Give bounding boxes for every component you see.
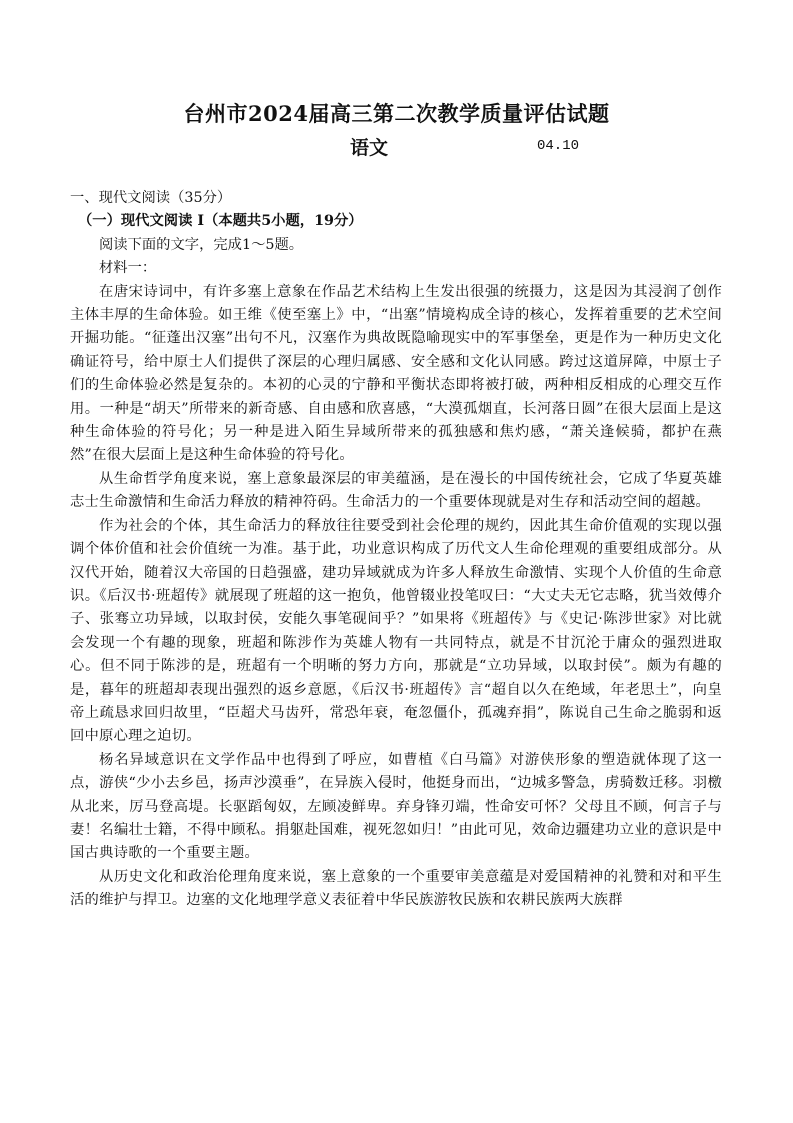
paragraph: 作为社会的个体，其生命活力的释放往往要受到社会伦理的规约，因此其生命价值观的实现以强调个体价值和社会价值统一为准。基于此，功业意识构成了历代文人生命伦理观的重要组成部分。从汉代开始，随着汉大帝国的日趋强盛，建功异域就成为许多人释放生命激情、实现个人价值的生命意识。《后汉书·班超传》就展现了班超的这一抱负，他曾辍业投笔叹曰：“大丈夫无它志略，犹当效傅介子、张骞立功异域，以取封侯，安能久事笔砚间乎？”如果将《班超传》与《史记·陈涉世家》对比就会发现一个有趣的现象，班超和陈涉作为英雄人物有一共同特点，就是不甘沉沦于庸众的强烈进取心。但不同于陈涉的是，班超有一个明晰的努力方向，那就是“立功异域，以取封侯”。颇为有趣的是，暮年的班超却表现出强烈的返乡意愿，《后汉书·班超传》言“超自以久在绝域，年老思土”，向皇帝上疏恳求回归故里，“臣超犬马齿歼，常恐年衰，奄忽僵仆，孤魂弃捐”，陈说自己生命之脆弱和返回中原心理之迫切。: [70, 517, 722, 745]
paragraph: 杨名异域意识在文学作品中也得到了呼应，如曹植《白马篇》对游侠形象的塑造就体现了这一点，游侠“少小去乡邑，扬声沙漠垂”，在异族入侵时，他挺身而出，“边城多警急，虏骑数迁移。羽檄从北来，厉马登高堤。长驱蹈匈奴，左顾凌鲜卑。弃身锋刃端，性命安可怀？父母且不顾，何言子与妻！名编壮士籍，不得中顾私。捐躯赴国难，视死忽如归！”由此可见，效命边疆建功立业的意识是中国古典诗歌的一个重要主题。: [70, 751, 722, 862]
exam-body: [70, 187, 722, 913]
exam-title: 台州市2024届高三第二次教学质量评估试题: [183, 101, 610, 126]
section-heading: 一、现代文阅读（35分）: [70, 190, 232, 206]
reading-instruction: 阅读下面的文字，完成1～5题。: [99, 236, 304, 253]
subject-label: 语文: [350, 137, 389, 159]
paragraph: 在唐宋诗词中，有许多塞上意象在作品艺术结构上生发出很强的统摄力，这是因为其浸润了创作主体丰厚的生命体验。如王维《使至塞上》中，“出塞”情境构成全诗的核心，发挥着重要的艺术空间开掘功能。“征蓬出汉塞”出句不凡，汉塞作为典故既隐喻现实中的军事堡垒，更是作为一种历史文化确证符号，给中原士人们提供了深层的心理归属感、安全感和文化认同感。跨过这道屏障，中原士子们的生命体验必然是复杂的。本初的心灵的宁静和平衡状态即将被打破，两种相反相成的心理交互作用。一种是“胡天”所带来的新奇感、自由感和欣喜感，“大漠孤烟直，长河落日圆”在很大层面上是这种生命体验的符号化；另一种是进入陌生异域所带来的孤独感和焦灼感，“萧关逢候骑，都护在燕然”在很大层面上是这种生命体验的符号化。: [70, 283, 722, 464]
exam-date: 04.10: [537, 138, 580, 154]
paragraph: 从历史文化和政治伦理角度来说，塞上意象的一个重要审美意蕴是对爱国精神的礼赞和对和平生活的维护与捍卫。边塞的文化地理学意义表征着中华民族游牧民族和农耕民族两大族群: [70, 868, 722, 909]
material-label: 材料一：: [99, 260, 157, 277]
subsection-heading: （一）现代文阅读 I（本题共5小题，19分）: [78, 213, 363, 230]
paragraph: 从生命哲学角度来说，塞上意象最深层的审美蕴涵，是在漫长的中国传统社会，它成了华夏英雄志士生命激情和生命活力释放的精神符码。生命活力的一个重要体现就是对生存和活动空间的超越。: [70, 470, 722, 511]
